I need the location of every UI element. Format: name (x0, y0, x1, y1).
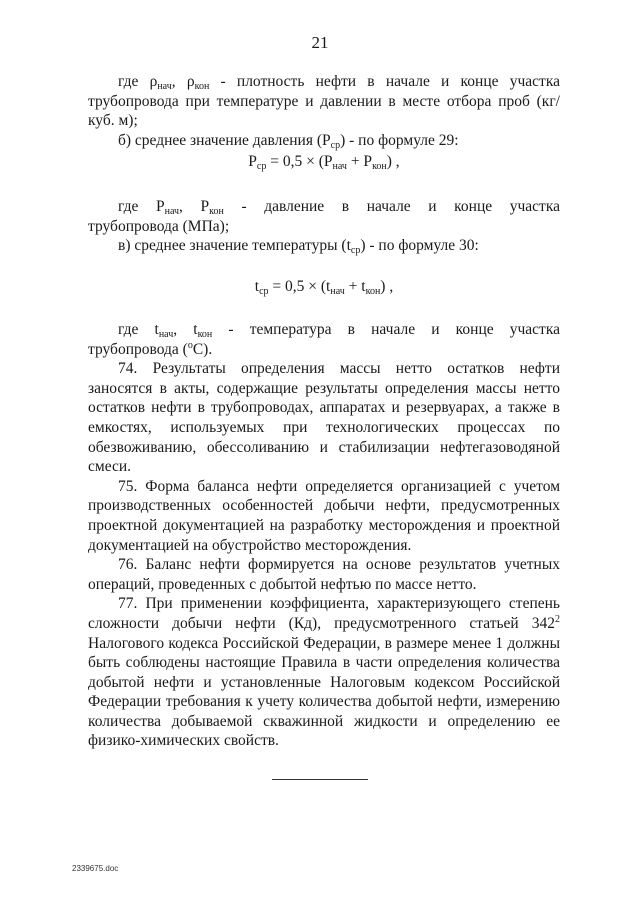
page-number: 21 (311, 33, 329, 52)
paragraph-74: 74. Результаты определения массы нетто остатков нефти заносятся в акты, содержащие результаты определения массы нетто остатков нефти в трубопроводах, аппаратах и резервуарах, а также в емкостях, используемых при технологических процессах по обезвоживанию, обессоливанию и стабилизации нефтегазоводяной смеси. (88, 360, 560, 476)
formula-30 (88, 277, 560, 297)
formula-29-expression: $P_{ср} = 0,5 \times (P_{нач} + P_{кон})$ , (248, 153, 400, 172)
pressure-definition-line: где $P_{нач}$, $P_{кон}$ - давление в начале и конце участка (118, 198, 561, 217)
item-b-average-pressure: б) среднее значение давления $(P_{ср})$ - по формуле 29: (118, 131, 459, 151)
paragraph-75: 75. Форма баланса нефти определяется организацией с учетом производственных особенностей добычи нефти, предусмотренных проектной документацией на разработку месторождения и проектной документацией на обустройство месторождения. (88, 477, 560, 554)
density-definition-continuation: трубопровода при температуре и давлении в месте отбора проб (кг/куб. м); (88, 92, 560, 130)
formula-29 (88, 152, 560, 172)
paragraph-76: 76. Баланс нефти формируется на основе результатов учетных операций, проведенных с добытой нефтью по массе нетто. (88, 556, 560, 593)
formula-30-expression: $t_{ср} = 0,5 \times (t_{нач} + t_{кон})$ , (254, 278, 394, 297)
temperature-definition-continuation: трубопровода ($^о$С). (88, 339, 213, 358)
body-text (88, 320, 560, 751)
temperature-definition-line: где $t_{нач}$, $t_{кон}$ - температура в начале и конце участка (118, 321, 561, 340)
pressure-definition (88, 197, 560, 256)
pressure-definition-continuation: трубопровода (МПа); (88, 217, 230, 235)
paragraph-77: 77. При применении коэффициента, характеризующего степень сложности добычи нефти (Кд), предусмотренного статьей $342^2$ Налогового кодекса Российской Федерации, в размере менее 1 должны быть соблюдены настоящие Правила в части определения количества добытой нефти и установленные Налоговым кодексом Российской Федерации требования к учету количества добытой нефти, измерению количества добываемой скважинной жидкости и определению ее физико-химических свойств. (88, 595, 560, 750)
end-of-text-divider (272, 779, 368, 780)
density-definition (88, 72, 560, 150)
footer-document-code: 2339675.doc (72, 864, 119, 873)
item-v-average-temperature: в) среднее значение температуры $(t_{ср})$ - по формуле 30: (118, 237, 479, 257)
density-definition-line: где $\rho_{нач}$, $\rho_{кон}$ - плотность нефти в начале и конце участка (118, 73, 560, 92)
